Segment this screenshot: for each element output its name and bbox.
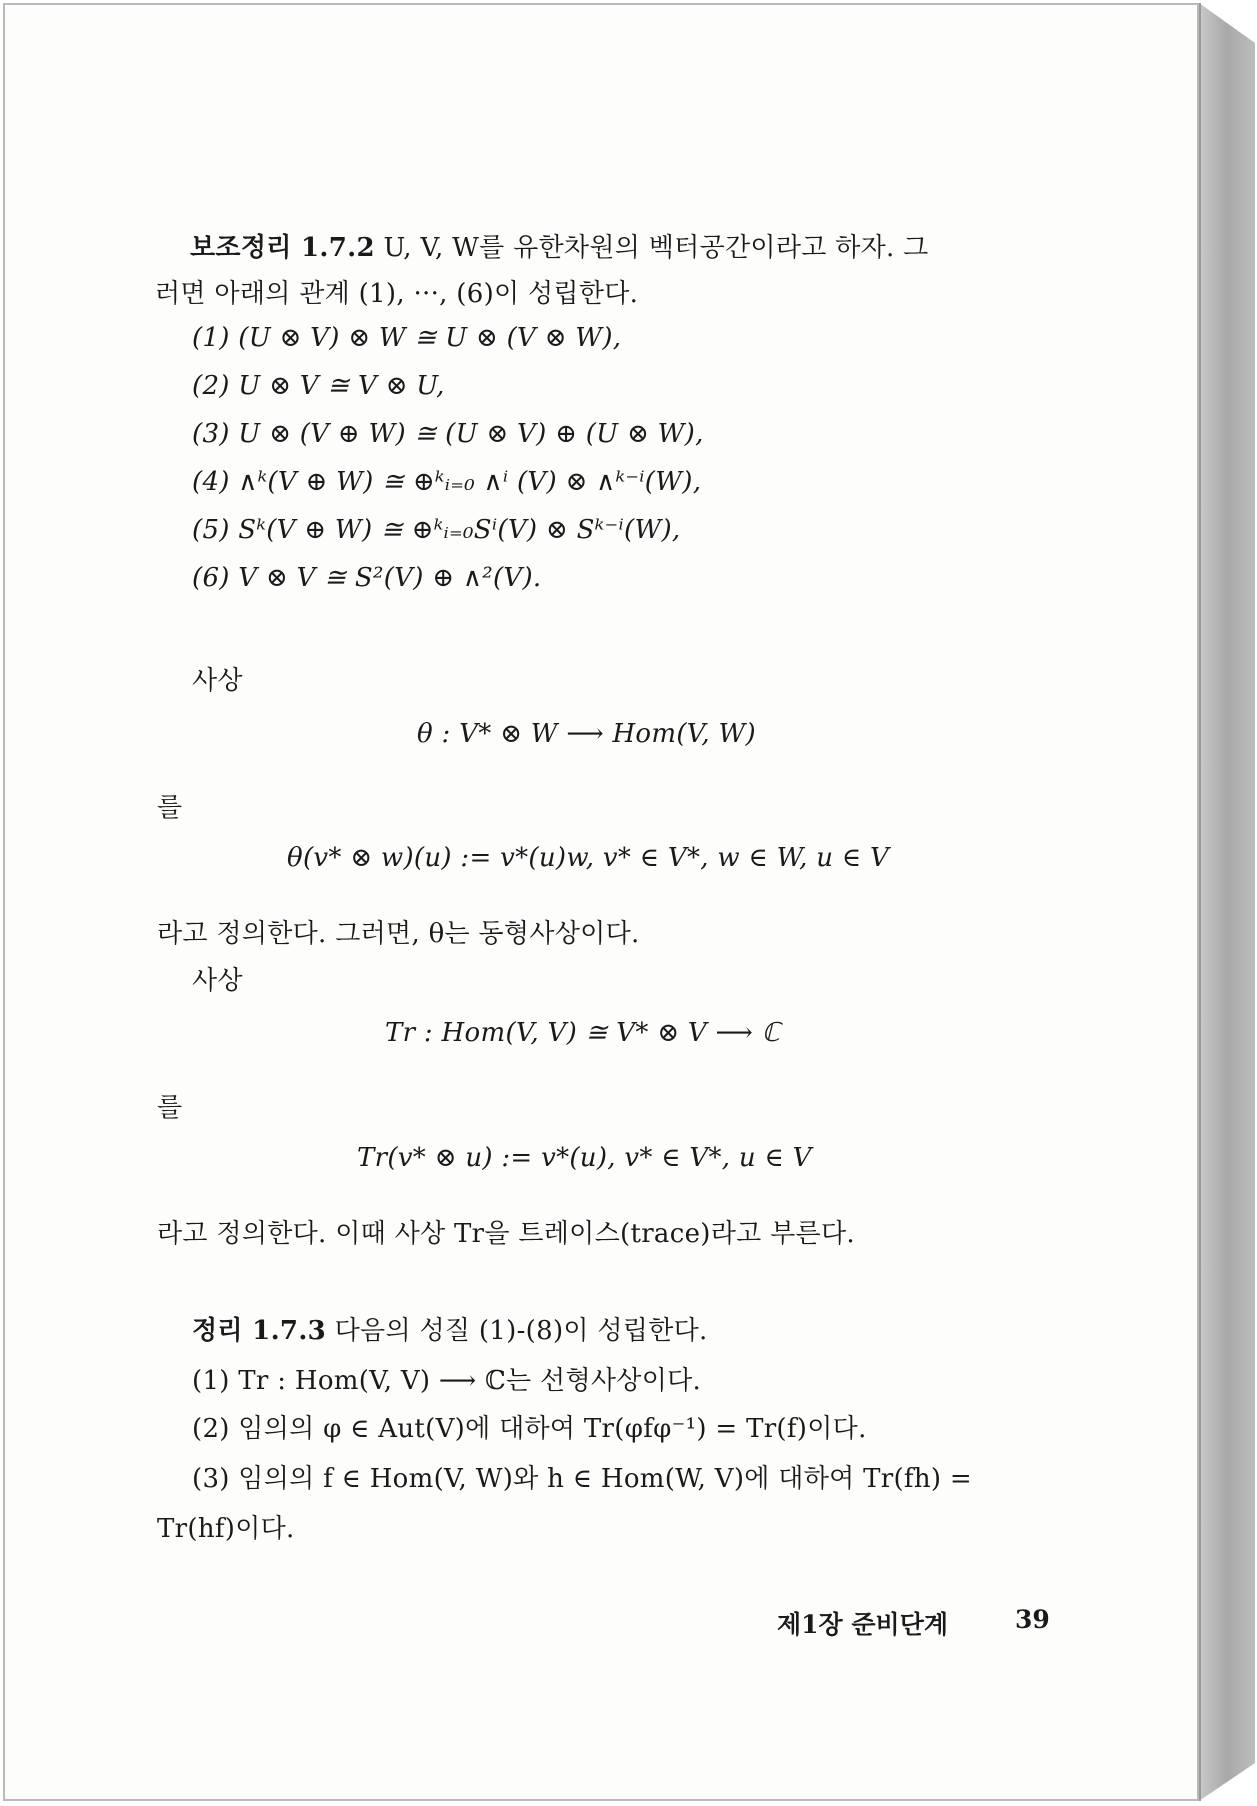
lemma-heading: 보조정리 1.7.2	[190, 233, 375, 263]
theorem-item-3-continuation: Tr(hf)이다.	[157, 1514, 295, 1544]
theorem-first-line	[192, 1310, 708, 1347]
theta-map-formula: θ : V* ⊗ W ⟶ Hom(V, W)	[417, 719, 756, 749]
trace-definition-formula: Tr(v* ⊗ u) := v*(u), v* ∈ V*, u ∈ V	[357, 1143, 812, 1173]
book-page	[3, 3, 1199, 1801]
theorem-statement: 다음의 성질 (1)-(8)이 성립한다.	[334, 1316, 708, 1346]
lemma-item-5: (5) Sᵏ(V ⊕ W) ≅ ⊕ᵏᵢ₌₀Sⁱ(V) ⊗ Sᵏ⁻ⁱ(W),	[192, 515, 681, 545]
lemma-second-line: 러면 아래의 관계 (1), ···, (6)이 성립한다.	[155, 279, 639, 309]
theta-reul: 를	[157, 793, 183, 823]
lemma-statement: U, V, W를 유한차원의 벡터공간이라고 하자. 그	[383, 233, 929, 263]
page-number: 39	[1015, 1605, 1050, 1634]
chapter-running-footer: 제1장 준비단계	[777, 1610, 948, 1639]
lemma-item-4: (4) ∧ᵏ(V ⊕ W) ≅ ⊕ᵏᵢ₌₀ ∧ⁱ (V) ⊗ ∧ᵏ⁻ⁱ(W),	[192, 467, 702, 497]
trace-reul: 를	[157, 1093, 183, 1123]
trace-intro: 사상	[192, 966, 243, 996]
page-edge-shadow	[1199, 3, 1255, 1801]
theorem-item-1: (1) Tr : Hom(V, V) ⟶ ℂ는 선형사상이다.	[192, 1366, 702, 1396]
lemma-item-6: (6) V ⊗ V ≅ S²(V) ⊕ ∧²(V).	[192, 563, 542, 593]
lemma-item-2: (2) U ⊗ V ≅ V ⊗ U,	[192, 371, 445, 401]
lemma-item-3: (3) U ⊗ (V ⊕ W) ≅ (U ⊗ V) ⊕ (U ⊗ W),	[192, 419, 704, 449]
theorem-item-2: (2) 임의의 φ ∈ Aut(V)에 대하여 Tr(φfφ⁻¹) = Tr(f)이다.	[192, 1414, 867, 1444]
trace-map-formula: Tr : Hom(V, V) ≅ V* ⊗ V ⟶ ℂ	[385, 1018, 781, 1048]
page-content	[5, 5, 1201, 1803]
theta-definition-formula: θ(v* ⊗ w)(u) := v*(u)w, v* ∈ V*, w ∈ W, u ∈ V	[287, 843, 890, 873]
trace-conclusion: 라고 정의한다. 이때 사상 Tr을 트레이스(trace)라고 부른다.	[157, 1219, 855, 1249]
theorem-item-3: (3) 임의의 f ∈ Hom(V, W)와 h ∈ Hom(W, V)에 대하여 Tr(fh) =	[192, 1464, 972, 1494]
lemma-item-1: (1) (U ⊗ V) ⊗ W ≅ U ⊗ (V ⊗ W),	[192, 323, 622, 353]
theta-intro: 사상	[192, 666, 243, 696]
theta-conclusion: 라고 정의한다. 그러면, θ는 동형사상이다.	[157, 919, 640, 949]
lemma-first-line	[190, 227, 929, 264]
theorem-heading: 정리 1.7.3	[192, 1316, 327, 1346]
